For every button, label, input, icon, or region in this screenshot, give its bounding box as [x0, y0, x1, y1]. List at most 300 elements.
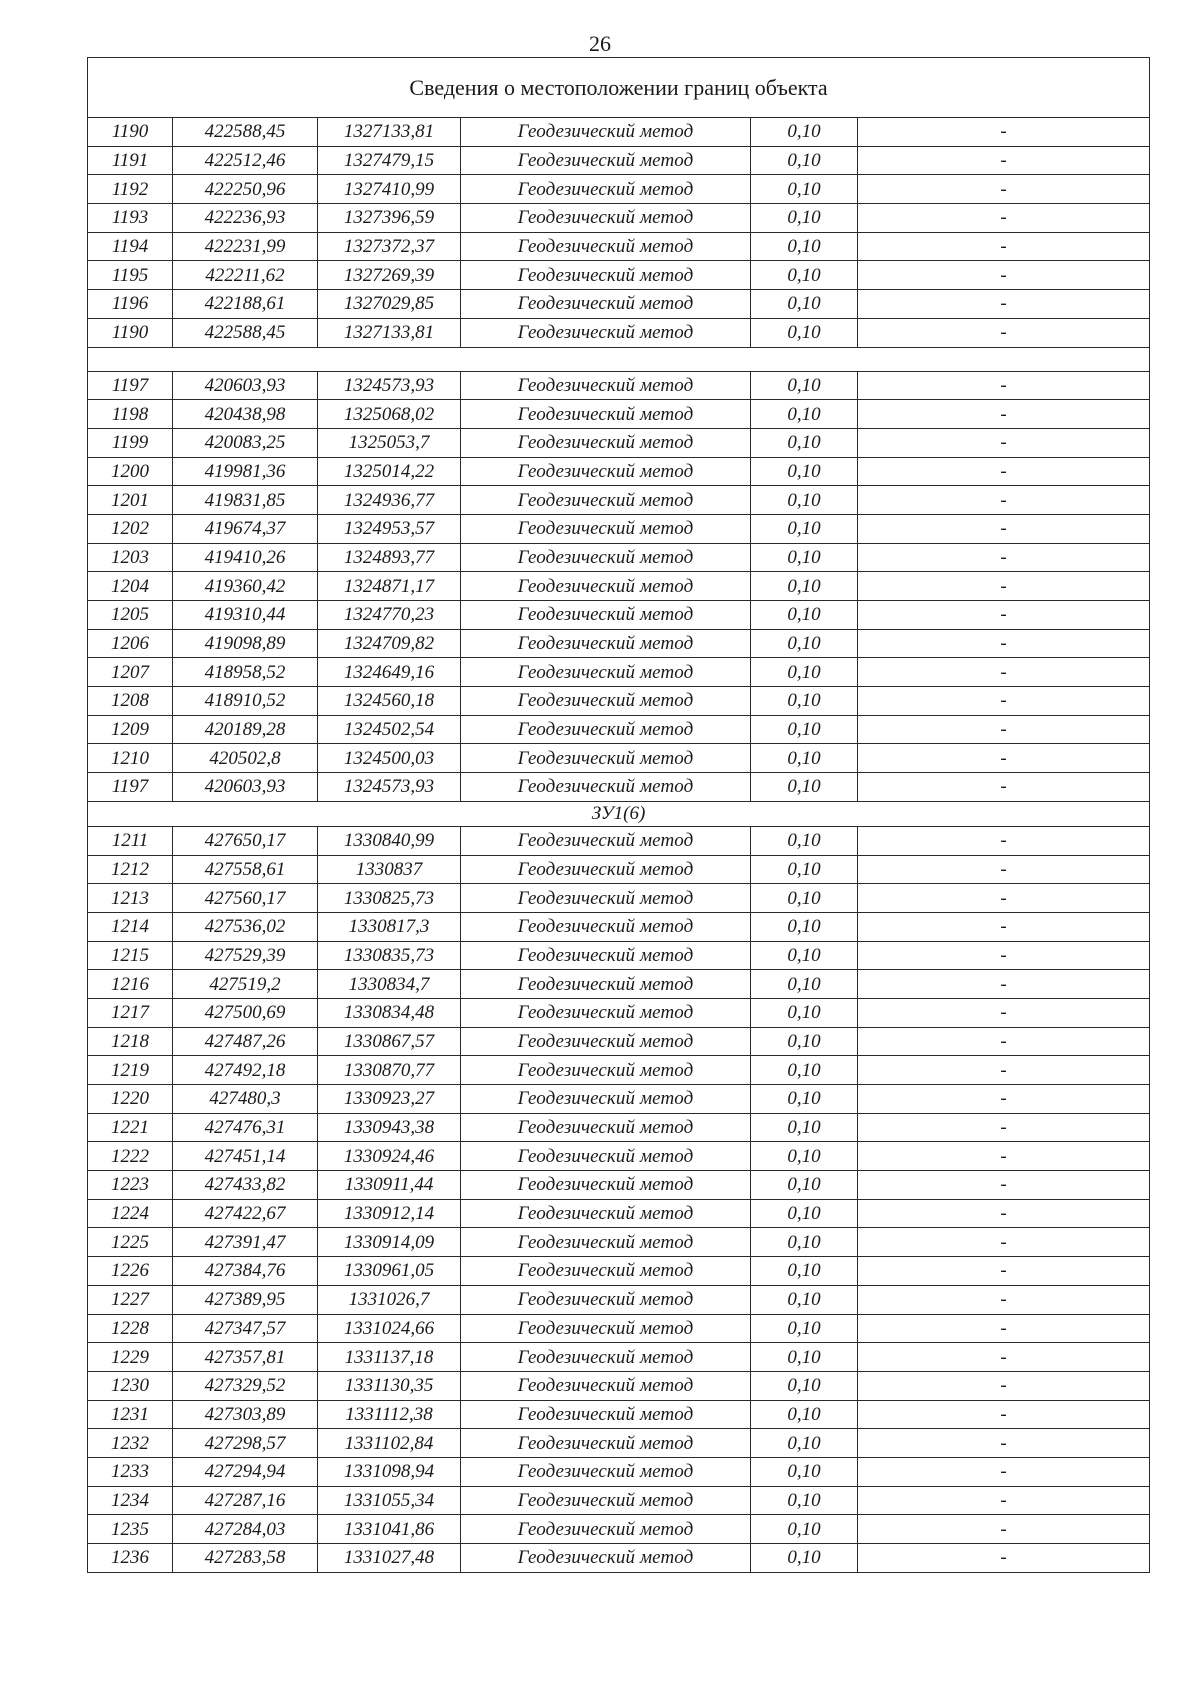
y-coordinate-cell: 1324936,77 — [318, 486, 461, 515]
point-number-cell: 1214 — [88, 912, 173, 941]
table-row — [88, 715, 1150, 744]
table-row — [88, 232, 1150, 261]
description-cell: - — [858, 1371, 1150, 1400]
precision-cell: 0,10 — [751, 457, 858, 486]
point-number-cell: 1231 — [88, 1400, 173, 1429]
y-coordinate-cell: 1327133,81 — [318, 318, 461, 347]
precision-cell: 0,10 — [751, 1285, 858, 1314]
x-coordinate-cell: 419674,37 — [173, 514, 318, 543]
y-coordinate-cell: 1330911,44 — [318, 1171, 461, 1200]
x-coordinate-cell: 422236,93 — [173, 204, 318, 233]
description-cell: - — [858, 1486, 1150, 1515]
x-coordinate-cell: 419410,26 — [173, 543, 318, 572]
description-cell: - — [858, 486, 1150, 515]
y-coordinate-cell: 1324500,03 — [318, 744, 461, 773]
table-body — [88, 58, 1150, 1573]
description-cell: - — [858, 1515, 1150, 1544]
description-cell: - — [858, 912, 1150, 941]
table-row — [88, 1457, 1150, 1486]
y-coordinate-cell: 1330834,48 — [318, 998, 461, 1027]
y-coordinate-cell: 1330870,77 — [318, 1056, 461, 1085]
method-cell: Геодезический метод — [461, 1257, 751, 1286]
y-coordinate-cell: 1331098,94 — [318, 1457, 461, 1486]
x-coordinate-cell: 419098,89 — [173, 629, 318, 658]
description-cell: - — [858, 318, 1150, 347]
table-row — [88, 1027, 1150, 1056]
precision-cell: 0,10 — [751, 1085, 858, 1114]
table-row — [88, 1142, 1150, 1171]
y-coordinate-cell: 1324709,82 — [318, 629, 461, 658]
point-number-cell: 1191 — [88, 146, 173, 175]
point-number-cell: 1218 — [88, 1027, 173, 1056]
description-cell: - — [858, 400, 1150, 429]
precision-cell: 0,10 — [751, 543, 858, 572]
precision-cell: 0,10 — [751, 400, 858, 429]
point-number-cell: 1222 — [88, 1142, 173, 1171]
table-row — [88, 1515, 1150, 1544]
description-cell: - — [858, 543, 1150, 572]
precision-cell: 0,10 — [751, 371, 858, 400]
x-coordinate-cell: 427384,76 — [173, 1257, 318, 1286]
table-row — [88, 428, 1150, 457]
table-row — [88, 1199, 1150, 1228]
description-cell: - — [858, 514, 1150, 543]
point-number-cell: 1232 — [88, 1429, 173, 1458]
precision-cell: 0,10 — [751, 941, 858, 970]
method-cell: Геодезический метод — [461, 1371, 751, 1400]
method-cell: Геодезический метод — [461, 486, 751, 515]
description-cell: - — [858, 773, 1150, 802]
precision-cell: 0,10 — [751, 486, 858, 515]
method-cell: Геодезический метод — [461, 1171, 751, 1200]
precision-cell: 0,10 — [751, 912, 858, 941]
x-coordinate-cell: 418958,52 — [173, 658, 318, 687]
point-number-cell: 1233 — [88, 1457, 173, 1486]
point-number-cell: 1205 — [88, 601, 173, 630]
method-cell: Геодезический метод — [461, 400, 751, 429]
x-coordinate-cell: 427476,31 — [173, 1113, 318, 1142]
precision-cell: 0,10 — [751, 658, 858, 687]
x-coordinate-cell: 420502,8 — [173, 744, 318, 773]
table-row — [88, 1257, 1150, 1286]
point-number-cell: 1212 — [88, 855, 173, 884]
description-cell: - — [858, 428, 1150, 457]
method-cell: Геодезический метод — [461, 1429, 751, 1458]
table-row — [88, 658, 1150, 687]
precision-cell: 0,10 — [751, 232, 858, 261]
table-row — [88, 1343, 1150, 1372]
method-cell: Геодезический метод — [461, 371, 751, 400]
precision-cell: 0,10 — [751, 601, 858, 630]
table-row — [88, 1429, 1150, 1458]
x-coordinate-cell: 420603,93 — [173, 773, 318, 802]
precision-cell: 0,10 — [751, 204, 858, 233]
precision-cell: 0,10 — [751, 1199, 858, 1228]
table-row — [88, 855, 1150, 884]
y-coordinate-cell: 1331055,34 — [318, 1486, 461, 1515]
precision-cell: 0,10 — [751, 1228, 858, 1257]
method-cell: Геодезический метод — [461, 658, 751, 687]
precision-cell: 0,10 — [751, 715, 858, 744]
point-number-cell: 1209 — [88, 715, 173, 744]
x-coordinate-cell: 427529,39 — [173, 941, 318, 970]
precision-cell: 0,10 — [751, 1171, 858, 1200]
precision-cell: 0,10 — [751, 1457, 858, 1486]
x-coordinate-cell: 427492,18 — [173, 1056, 318, 1085]
x-coordinate-cell: 427433,82 — [173, 1171, 318, 1200]
point-number-cell: 1210 — [88, 744, 173, 773]
table-row — [88, 1400, 1150, 1429]
x-coordinate-cell: 427283,58 — [173, 1544, 318, 1573]
table-title-row — [88, 58, 1150, 118]
description-cell: - — [858, 1400, 1150, 1429]
y-coordinate-cell: 1324573,93 — [318, 371, 461, 400]
x-coordinate-cell: 419360,42 — [173, 572, 318, 601]
table-row — [88, 744, 1150, 773]
method-cell: Геодезический метод — [461, 1228, 751, 1257]
method-cell: Геодезический метод — [461, 1457, 751, 1486]
precision-cell: 0,10 — [751, 1113, 858, 1142]
x-coordinate-cell: 427284,03 — [173, 1515, 318, 1544]
y-coordinate-cell: 1327133,81 — [318, 118, 461, 147]
table-row — [88, 261, 1150, 290]
method-cell: Геодезический метод — [461, 261, 751, 290]
x-coordinate-cell: 427389,95 — [173, 1285, 318, 1314]
point-number-cell: 1235 — [88, 1515, 173, 1544]
description-cell: - — [858, 970, 1150, 999]
point-number-cell: 1199 — [88, 428, 173, 457]
table-title: Сведения о местоположении границ объекта — [88, 58, 1150, 118]
x-coordinate-cell: 419310,44 — [173, 601, 318, 630]
precision-cell: 0,10 — [751, 1544, 858, 1573]
separator-cell — [88, 347, 1150, 371]
table-row — [88, 773, 1150, 802]
description-cell: - — [858, 715, 1150, 744]
description-cell: - — [858, 826, 1150, 855]
table-row — [88, 629, 1150, 658]
y-coordinate-cell: 1331130,35 — [318, 1371, 461, 1400]
precision-cell: 0,10 — [751, 572, 858, 601]
point-number-cell: 1195 — [88, 261, 173, 290]
y-coordinate-cell: 1330943,38 — [318, 1113, 461, 1142]
precision-cell: 0,10 — [751, 1343, 858, 1372]
x-coordinate-cell: 422188,61 — [173, 290, 318, 319]
point-number-cell: 1197 — [88, 371, 173, 400]
table-row — [88, 687, 1150, 716]
x-coordinate-cell: 427536,02 — [173, 912, 318, 941]
y-coordinate-cell: 1327372,37 — [318, 232, 461, 261]
method-cell: Геодезический метод — [461, 715, 751, 744]
point-number-cell: 1217 — [88, 998, 173, 1027]
table-row — [88, 543, 1150, 572]
method-cell: Геодезический метод — [461, 1486, 751, 1515]
y-coordinate-cell: 1330924,46 — [318, 1142, 461, 1171]
y-coordinate-cell: 1325053,7 — [318, 428, 461, 457]
point-number-cell: 1234 — [88, 1486, 173, 1515]
method-cell: Геодезический метод — [461, 1142, 751, 1171]
y-coordinate-cell: 1330840,99 — [318, 826, 461, 855]
y-coordinate-cell: 1327479,15 — [318, 146, 461, 175]
y-coordinate-cell: 1327029,85 — [318, 290, 461, 319]
point-number-cell: 1196 — [88, 290, 173, 319]
precision-cell: 0,10 — [751, 1429, 858, 1458]
precision-cell: 0,10 — [751, 687, 858, 716]
table-row — [88, 1285, 1150, 1314]
method-cell: Геодезический метод — [461, 543, 751, 572]
table-row — [88, 912, 1150, 941]
description-cell: - — [858, 204, 1150, 233]
table-row — [88, 1085, 1150, 1114]
description-cell: - — [858, 261, 1150, 290]
point-number-cell: 1224 — [88, 1199, 173, 1228]
description-cell: - — [858, 1228, 1150, 1257]
method-cell: Геодезический метод — [461, 912, 751, 941]
y-coordinate-cell: 1327269,39 — [318, 261, 461, 290]
table-row — [88, 400, 1150, 429]
point-number-cell: 1211 — [88, 826, 173, 855]
separator-row — [88, 347, 1150, 371]
precision-cell: 0,10 — [751, 428, 858, 457]
precision-cell: 0,10 — [751, 826, 858, 855]
precision-cell: 0,10 — [751, 629, 858, 658]
method-cell: Геодезический метод — [461, 1113, 751, 1142]
x-coordinate-cell: 427391,47 — [173, 1228, 318, 1257]
x-coordinate-cell: 427303,89 — [173, 1400, 318, 1429]
section-heading-row — [88, 801, 1150, 826]
point-number-cell: 1228 — [88, 1314, 173, 1343]
y-coordinate-cell: 1324893,77 — [318, 543, 461, 572]
table-row — [88, 1314, 1150, 1343]
x-coordinate-cell: 420083,25 — [173, 428, 318, 457]
table-row — [88, 884, 1150, 913]
y-coordinate-cell: 1330837 — [318, 855, 461, 884]
x-coordinate-cell: 420189,28 — [173, 715, 318, 744]
x-coordinate-cell: 427558,61 — [173, 855, 318, 884]
precision-cell: 0,10 — [751, 1400, 858, 1429]
x-coordinate-cell: 427298,57 — [173, 1429, 318, 1458]
precision-cell: 0,10 — [751, 118, 858, 147]
point-number-cell: 1202 — [88, 514, 173, 543]
table-row — [88, 318, 1150, 347]
x-coordinate-cell: 419981,36 — [173, 457, 318, 486]
method-cell: Геодезический метод — [461, 1544, 751, 1573]
point-number-cell: 1207 — [88, 658, 173, 687]
precision-cell: 0,10 — [751, 855, 858, 884]
method-cell: Геодезический метод — [461, 941, 751, 970]
x-coordinate-cell: 422588,45 — [173, 118, 318, 147]
x-coordinate-cell: 427519,2 — [173, 970, 318, 999]
method-cell: Геодезический метод — [461, 204, 751, 233]
description-cell: - — [858, 1285, 1150, 1314]
precision-cell: 0,10 — [751, 970, 858, 999]
x-coordinate-cell: 420603,93 — [173, 371, 318, 400]
boundary-table-container — [87, 57, 1149, 1573]
precision-cell: 0,10 — [751, 773, 858, 802]
description-cell: - — [858, 1199, 1150, 1228]
method-cell: Геодезический метод — [461, 175, 751, 204]
description-cell: - — [858, 1343, 1150, 1372]
method-cell: Геодезический метод — [461, 232, 751, 261]
point-number-cell: 1190 — [88, 118, 173, 147]
y-coordinate-cell: 1330834,7 — [318, 970, 461, 999]
point-number-cell: 1227 — [88, 1285, 173, 1314]
y-coordinate-cell: 1324871,17 — [318, 572, 461, 601]
description-cell: - — [858, 1171, 1150, 1200]
method-cell: Геодезический метод — [461, 773, 751, 802]
y-coordinate-cell: 1331026,7 — [318, 1285, 461, 1314]
point-number-cell: 1226 — [88, 1257, 173, 1286]
method-cell: Геодезический метод — [461, 1515, 751, 1544]
description-cell: - — [858, 744, 1150, 773]
point-number-cell: 1194 — [88, 232, 173, 261]
x-coordinate-cell: 427480,3 — [173, 1085, 318, 1114]
point-number-cell: 1193 — [88, 204, 173, 233]
x-coordinate-cell: 427287,16 — [173, 1486, 318, 1515]
y-coordinate-cell: 1325014,22 — [318, 457, 461, 486]
method-cell: Геодезический метод — [461, 1199, 751, 1228]
method-cell: Геодезический метод — [461, 146, 751, 175]
precision-cell: 0,10 — [751, 1515, 858, 1544]
point-number-cell: 1208 — [88, 687, 173, 716]
y-coordinate-cell: 1324560,18 — [318, 687, 461, 716]
precision-cell: 0,10 — [751, 514, 858, 543]
description-cell: - — [858, 1142, 1150, 1171]
x-coordinate-cell: 422231,99 — [173, 232, 318, 261]
precision-cell: 0,10 — [751, 1486, 858, 1515]
y-coordinate-cell: 1330914,09 — [318, 1228, 461, 1257]
section-label: ЗУ1(6) — [88, 801, 1150, 826]
method-cell: Геодезический метод — [461, 884, 751, 913]
method-cell: Геодезический метод — [461, 601, 751, 630]
y-coordinate-cell: 1324770,23 — [318, 601, 461, 630]
method-cell: Геодезический метод — [461, 1027, 751, 1056]
method-cell: Геодезический метод — [461, 744, 751, 773]
x-coordinate-cell: 427487,26 — [173, 1027, 318, 1056]
method-cell: Геодезический метод — [461, 1285, 751, 1314]
y-coordinate-cell: 1330867,57 — [318, 1027, 461, 1056]
precision-cell: 0,10 — [751, 261, 858, 290]
y-coordinate-cell: 1331041,86 — [318, 1515, 461, 1544]
method-cell: Геодезический метод — [461, 1314, 751, 1343]
boundary-coordinates-table — [87, 57, 1150, 1573]
y-coordinate-cell: 1330961,05 — [318, 1257, 461, 1286]
y-coordinate-cell: 1331137,18 — [318, 1343, 461, 1372]
point-number-cell: 1201 — [88, 486, 173, 515]
point-number-cell: 1216 — [88, 970, 173, 999]
point-number-cell: 1223 — [88, 1171, 173, 1200]
description-cell: - — [858, 1027, 1150, 1056]
y-coordinate-cell: 1324573,93 — [318, 773, 461, 802]
table-row — [88, 970, 1150, 999]
point-number-cell: 1192 — [88, 175, 173, 204]
method-cell: Геодезический метод — [461, 290, 751, 319]
table-row — [88, 1056, 1150, 1085]
method-cell: Геодезический метод — [461, 687, 751, 716]
x-coordinate-cell: 422211,62 — [173, 261, 318, 290]
description-cell: - — [858, 658, 1150, 687]
point-number-cell: 1203 — [88, 543, 173, 572]
x-coordinate-cell: 422588,45 — [173, 318, 318, 347]
y-coordinate-cell: 1325068,02 — [318, 400, 461, 429]
x-coordinate-cell: 427451,14 — [173, 1142, 318, 1171]
description-cell: - — [858, 232, 1150, 261]
point-number-cell: 1229 — [88, 1343, 173, 1372]
method-cell: Геодезический метод — [461, 572, 751, 601]
y-coordinate-cell: 1330835,73 — [318, 941, 461, 970]
x-coordinate-cell: 427650,17 — [173, 826, 318, 855]
y-coordinate-cell: 1331112,38 — [318, 1400, 461, 1429]
table-row — [88, 146, 1150, 175]
table-row — [88, 486, 1150, 515]
point-number-cell: 1200 — [88, 457, 173, 486]
x-coordinate-cell: 427500,69 — [173, 998, 318, 1027]
precision-cell: 0,10 — [751, 1314, 858, 1343]
method-cell: Геодезический метод — [461, 318, 751, 347]
method-cell: Геодезический метод — [461, 855, 751, 884]
x-coordinate-cell: 420438,98 — [173, 400, 318, 429]
description-cell: - — [858, 1085, 1150, 1114]
table-row — [88, 1171, 1150, 1200]
x-coordinate-cell: 418910,52 — [173, 687, 318, 716]
precision-cell: 0,10 — [751, 1371, 858, 1400]
description-cell: - — [858, 1314, 1150, 1343]
method-cell: Геодезический метод — [461, 514, 751, 543]
precision-cell: 0,10 — [751, 998, 858, 1027]
description-cell: - — [858, 1113, 1150, 1142]
description-cell: - — [858, 1544, 1150, 1573]
point-number-cell: 1225 — [88, 1228, 173, 1257]
table-row — [88, 514, 1150, 543]
method-cell: Геодезический метод — [461, 1056, 751, 1085]
precision-cell: 0,10 — [751, 1142, 858, 1171]
table-row — [88, 204, 1150, 233]
description-cell: - — [858, 998, 1150, 1027]
y-coordinate-cell: 1324649,16 — [318, 658, 461, 687]
method-cell: Геодезический метод — [461, 998, 751, 1027]
point-number-cell: 1230 — [88, 1371, 173, 1400]
description-cell: - — [858, 572, 1150, 601]
description-cell: - — [858, 146, 1150, 175]
x-coordinate-cell: 419831,85 — [173, 486, 318, 515]
description-cell: - — [858, 687, 1150, 716]
precision-cell: 0,10 — [751, 1257, 858, 1286]
point-number-cell: 1220 — [88, 1085, 173, 1114]
method-cell: Геодезический метод — [461, 457, 751, 486]
point-number-cell: 1204 — [88, 572, 173, 601]
description-cell: - — [858, 457, 1150, 486]
point-number-cell: 1219 — [88, 1056, 173, 1085]
y-coordinate-cell: 1327410,99 — [318, 175, 461, 204]
description-cell: - — [858, 1257, 1150, 1286]
point-number-cell: 1197 — [88, 773, 173, 802]
point-number-cell: 1206 — [88, 629, 173, 658]
page-number: 26 — [589, 31, 611, 56]
table-row — [88, 941, 1150, 970]
point-number-cell: 1221 — [88, 1113, 173, 1142]
method-cell: Геодезический метод — [461, 1400, 751, 1429]
precision-cell: 0,10 — [751, 175, 858, 204]
method-cell: Геодезический метод — [461, 970, 751, 999]
y-coordinate-cell: 1324953,57 — [318, 514, 461, 543]
point-number-cell: 1236 — [88, 1544, 173, 1573]
table-row — [88, 371, 1150, 400]
y-coordinate-cell: 1331027,48 — [318, 1544, 461, 1573]
table-row — [88, 118, 1150, 147]
method-cell: Геодезический метод — [461, 629, 751, 658]
method-cell: Геодезический метод — [461, 428, 751, 457]
precision-cell: 0,10 — [751, 1027, 858, 1056]
description-cell: - — [858, 941, 1150, 970]
